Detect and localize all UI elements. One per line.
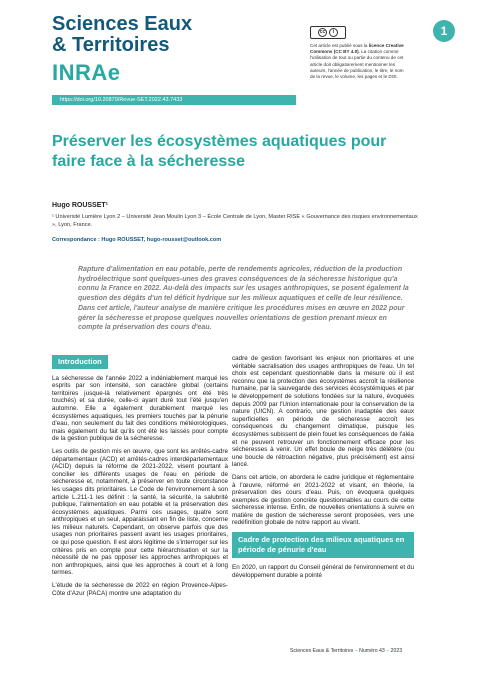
footer-journal: Sciences Eaux & Territoires xyxy=(290,648,354,654)
footer-issue: Numéro 43 xyxy=(359,648,385,654)
license-text-rest: . La citation comme l'utilisation de tout ou partie du contenu de cet article doit obligatoirement mentionner les auteurs, l'année de publication, le titre, le nom de la revue, le volume, les pages et le DOI. xyxy=(310,49,404,80)
cc-by-icon[interactable]: cc i xyxy=(310,26,346,39)
license-text xyxy=(310,43,406,80)
author-name: Hugo ROUSSET¹ xyxy=(52,202,108,209)
paragraph: En 2020, un rapport du Conseil général de l'environnement et du développement durable a pointé xyxy=(232,564,414,579)
footer-year: 2023 xyxy=(390,648,403,654)
article-title: Préserver les écosystèmes aquatiques pour faire face à la sécheresse xyxy=(52,133,387,170)
body-column-right xyxy=(232,355,414,584)
footer-separator: – xyxy=(354,648,360,654)
doi-link[interactable]: https://doi.org/10.20870/Revue-SET.2022.43.7433 xyxy=(52,95,296,105)
license-link[interactable]: licence Creative Commons (CC BY 4.0) xyxy=(310,43,404,55)
paragraph: La sécheresse de l'année 2022 a indéniablement marqué les esprits par son intensité, son caractère global (certains territoires jusque-là relativement épargnés ont été très touchés) et sa durée, celle-ci ayant duré tout l'été jusqu'en automne. Elle a également durablement marqué les écosystèmes aquatiques, les premiers touchés par la pénurie d'eau, non seulement du fait des conditions météorologiques, mais également du fait qu'ils ont été les laissés pour compte de la gestion publique de la sécheresse. xyxy=(52,374,228,443)
paragraph: L'étude de la sécheresse de 2022 en région Provence-Alpes-Côte d'Azur (PACA) montre une adaptation du xyxy=(52,582,228,597)
body-column-left xyxy=(52,355,228,602)
journal-title xyxy=(52,14,192,56)
section-heading-cadre: Cadre de protection des milieux aquatiques en période de pénurie d'eau xyxy=(232,532,414,558)
license-box xyxy=(310,26,410,136)
author-affiliation: ¹ Université Lumière Lyon 2 – Université Jean Moulin Lyon 3 – École Centrale de Lyon, Master RISE « Gouvernance des risques environnementaux », Lyon, France. xyxy=(52,214,418,228)
paragraph: Dans cet article, on abordera le cadre juridique et réglementaire à l'œuvre, réformé en 2021-2022 et visant, en théorie, la préservation des cours d'eau. Puis, on évoquera quelques exemples de gestion concrète questionnables au cours de cette sécheresse intense. Enfin, de nouvelles orientations à suivre en matière de gestion de sécheresse seront proposées, vers une redéfinition globale de notre rapport au vivant. xyxy=(232,473,414,527)
license-text-intro: Cet article est publié sous la xyxy=(310,43,369,48)
journal-title-line1: Sciences Eaux xyxy=(52,13,193,35)
page-footer xyxy=(290,648,402,654)
page-number-badge: 1 xyxy=(433,20,455,42)
footer-separator: – xyxy=(386,648,391,654)
journal-title-line2: & Territoires xyxy=(52,34,170,56)
paragraph: Les outils de gestion mis en œuvre, que sont les arrêtés-cadre départementaux (ACD) et arrêtés-cadres interdépartementaux (ACID) depuis la réforme de 2021-2022, visent pourtant à concilier les différents usages de l'eau en période de sécheresse et, notamment, à préserver en toute circonstance les usages dits prioritaires. Le Code de l'environnement à son article L.211-1 les définit : la santé, la sécurité, la salubrité publique, l'alimentation en eau potable et la préservation des écosystèmes aquatiques. Parmi ces usages, quatre sont anthropiques et un seul, apparaissant en fin de liste, concerne les milieux naturels. Cependant, on observe parfois que des usages non prioritaires passent avant les usages prioritaires, ce qui pose question. Il est alors légitime de s'interroger sur les critères pris en compte pour cette hiérarchisation et sur la nécessité de ne pas opposer les approches anthropiques et non anthropiques, ainsi que les approches à court et à long termes. xyxy=(52,447,228,577)
paragraph: cadre de gestion favorisant les enjeux non prioritaires et une véritable sacralisation des usages anthropiques de l'eau. Un tel choix est cependant questionnable dans la mesure où il est reconnu que la protection des écosystèmes accroît la résilience humaine, par la sauvegarde des services écosystémiques et par le développement de solutions fondées sur la nature, évoquées depuis 2009 par l'Union internationale pour la conservation de la nature (UICN). A contrario, une gestion inadaptée des eaux superficielles en période de sécheresse accroît les conséquences du changement climatique, puisque les écosystèmes subissent de plein fouet les conséquences de l'aléa et ne peuvent retrouver un fonctionnement efficace pour les sécheresses à venir. Un effet boule de neige très délétère (ou une boucle de rétroaction négative, plus précisément) est ainsi lancé. xyxy=(232,355,414,469)
publisher-logo: INRAe xyxy=(52,60,121,85)
abstract: Rapture d'alimentation en eau potable, perte de rendements agricoles, réduction de la production hydroélectrique sont quelques-unes des graves conséquences de la sécheresse historique qu'a connu la France en 2022. Au-delà des impacts sur les usages anthropiques, se posent également la question des dégâts d'un tel déficit hydrique sur les milieux aquatiques et celle de leur résilience. Dans cet article, l'auteur analyse de manière critique les procédures mises en œuvre en 2022 pour gérer la sécheresse et propose quelques nouvelles orientations de gestion prenant mieux en compte la préservation des cours d'eau. xyxy=(78,266,409,332)
correspondence[interactable]: Correspondance : Hugo ROUSSET, hugo-rousset@outlook.com xyxy=(52,237,222,243)
section-heading-introduction: Introduction xyxy=(52,355,108,369)
